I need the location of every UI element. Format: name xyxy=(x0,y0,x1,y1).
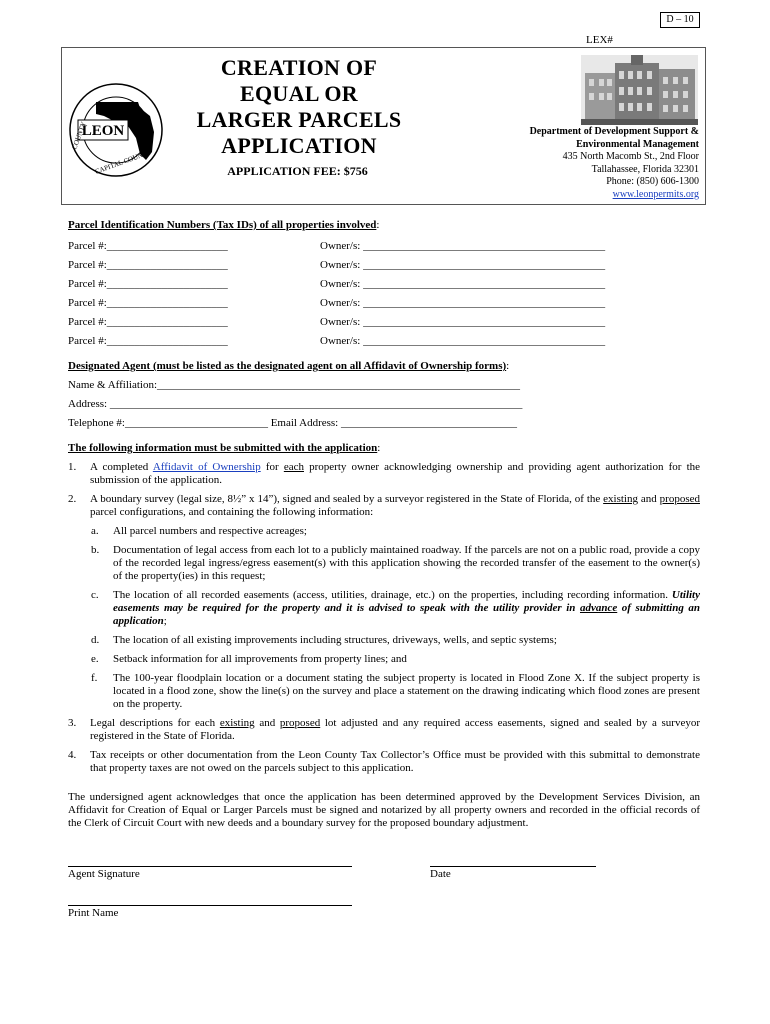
leon-county-seal-logo xyxy=(66,80,166,180)
dept-phone: Phone: (850) 606-1300 xyxy=(606,176,699,187)
owner-field[interactable]: Owner/s: ____________________________________________ xyxy=(320,297,606,309)
owner-row[interactable] xyxy=(320,297,605,309)
title-line-1: CREATION OF xyxy=(220,55,378,80)
requirement-subitem-c: c. The location of all recorded easements (access, utilities, drainage, etc.) on the properties, including recording information. Utility easements may be required for the property and it is advised to speak with the utility provider in advance of submitting an application; xyxy=(91,589,700,627)
parcel-row[interactable] xyxy=(68,240,228,252)
agent-signature-line[interactable] xyxy=(68,866,352,867)
parcel-row[interactable] xyxy=(68,297,228,309)
dept-name-line-1: Department of Development Support & xyxy=(529,126,699,137)
form-number: D – 10 xyxy=(660,12,700,28)
owner-field[interactable]: Owner/s: ____________________________________________ xyxy=(320,335,606,347)
owner-field[interactable]: Owner/s: ____________________________________________ xyxy=(320,240,606,252)
agent-phone-email-field[interactable]: Telephone #:__________________________ Email Address: ________________________________ xyxy=(68,417,517,429)
dept-name-line-2: Environmental Management xyxy=(576,138,699,150)
application-fee: APPLICATION FEE: $756 xyxy=(227,164,368,178)
requirement-item-1: 1. A completed Affidavit of Ownership for each property owner acknowledging ownership and providing agent authorization for the submission of the application. xyxy=(68,461,701,486)
agent-name-field[interactable]: Name & Affiliation:__________________________________________________________________ xyxy=(68,379,521,391)
requirement-subitem-f: f. The 100-year floodplain location or a document stating the subject property is located in Flood Zone X. If the subject property is located in a flood zone, show the line(s) on the survey and place a statement on the drawing indicating which flood zones are present on the property. xyxy=(91,672,700,710)
parcel-row[interactable] xyxy=(68,278,228,290)
requirements-heading: The following information must be submitted with the application: xyxy=(68,442,381,454)
owner-row[interactable] xyxy=(320,240,605,252)
parcel-field[interactable]: Parcel #:______________________ xyxy=(68,278,228,290)
date-label: Date xyxy=(430,868,451,880)
owner-row[interactable] xyxy=(320,278,605,290)
parcel-field[interactable]: Parcel #:______________________ xyxy=(68,335,228,347)
agent-heading: Designated Agent (must be listed as the designated agent on all Affidavit of Ownership forms): xyxy=(68,360,510,372)
form-title xyxy=(170,55,428,159)
title-line-3: LARGER PARCELS xyxy=(196,107,402,132)
parcel-row[interactable] xyxy=(68,316,228,328)
owner-row[interactable] xyxy=(320,316,605,328)
requirement-item-4: 4. Tax receipts or other documentation from the Leon County Tax Collector’s Office must be provided with this submittal to demonstrate that property taxes are not owed on the parcels subject to this application. xyxy=(68,749,700,774)
requirements-list xyxy=(68,461,700,775)
parcel-row[interactable] xyxy=(68,259,228,271)
date-line[interactable] xyxy=(430,866,596,867)
svg-text:LEON: LEON xyxy=(81,123,125,139)
parcel-field[interactable]: Parcel #:______________________ xyxy=(68,297,228,309)
parcel-row[interactable] xyxy=(68,335,228,347)
owner-field[interactable]: Owner/s: ____________________________________________ xyxy=(320,278,606,290)
title-line-4: APPLICATION xyxy=(221,133,377,158)
svg-text:COUNTY: COUNTY xyxy=(70,120,88,151)
owner-row[interactable] xyxy=(320,335,605,347)
requirement-subitem-b: b. Documentation of legal access from each lot to a publicly maintained roadway. If the parcels are not on a public road, provide a copy of the recorded legal ingress/egress easement(s) with this application showing the recorded transfer of the easement to the owner(s) of the property(ies) in this request; xyxy=(91,544,700,582)
owner-field[interactable]: Owner/s: ____________________________________________ xyxy=(320,316,606,328)
website-link[interactable]: www.leonpermits.org xyxy=(612,188,699,200)
building-photo xyxy=(581,55,698,125)
print-name-label: Print Name xyxy=(68,907,119,919)
parcel-field[interactable]: Parcel #:______________________ xyxy=(68,259,228,271)
agent-address-field[interactable]: Address: ___________________________________________________________________________ xyxy=(68,398,523,410)
dept-address: 435 North Macomb St., 2nd Floor xyxy=(562,151,699,162)
dept-city: Tallahassee, Florida 32301 xyxy=(591,163,699,175)
requirement-subitem-e: e. Setback information for all improvements from property lines; and xyxy=(91,653,407,665)
agent-acknowledgement: The undersigned agent acknowledges that once the application has been determined approved by the Development Services Division, an Affidavit for Creation of Equal or Larger Parcels must be signed and notarized by all property owners and recorded in the official records of the Clerk of Circuit Court with new deeds and a boundary survey for the proposed boundary adjustment. xyxy=(68,791,700,829)
title-line-2: EQUAL OR xyxy=(240,81,358,106)
print-name-line[interactable] xyxy=(68,905,352,906)
requirement-subitem-a: a. All parcel numbers and respective acreages; xyxy=(91,525,307,537)
requirement-subitem-d: d. The location of all existing improvements including structures, driveways, wells, and septic systems; xyxy=(91,634,557,646)
parcels-heading: Parcel Identification Numbers (Tax IDs) of all properties involved: xyxy=(68,219,380,231)
owner-row[interactable] xyxy=(320,259,605,271)
agent-signature-label: Agent Signature xyxy=(68,868,140,880)
svg-text:CAPITAL COUNTY: CAPITAL COUNTY xyxy=(93,147,153,176)
owner-field[interactable]: Owner/s: ____________________________________________ xyxy=(320,259,606,271)
parcel-field[interactable]: Parcel #:______________________ xyxy=(68,316,228,328)
requirement-item-3: 3. Legal descriptions for each existing and proposed lot adjusted and any required access easements, signed and sealed by a surveyor registered in the State of Florida. xyxy=(68,717,701,742)
requirement-item-2: 2. A boundary survey (legal size, 8½” x 14”), signed and sealed by a surveyor registered in the State of Florida, of the existing and proposed parcel configurations, and containing the following information: xyxy=(68,493,700,518)
parcel-field[interactable]: Parcel #:______________________ xyxy=(68,240,228,252)
affidavit-of-ownership-link[interactable]: Affidavit of Ownership xyxy=(152,461,261,473)
lex-number-label: LEX# xyxy=(586,34,613,46)
department-contact xyxy=(470,126,699,201)
